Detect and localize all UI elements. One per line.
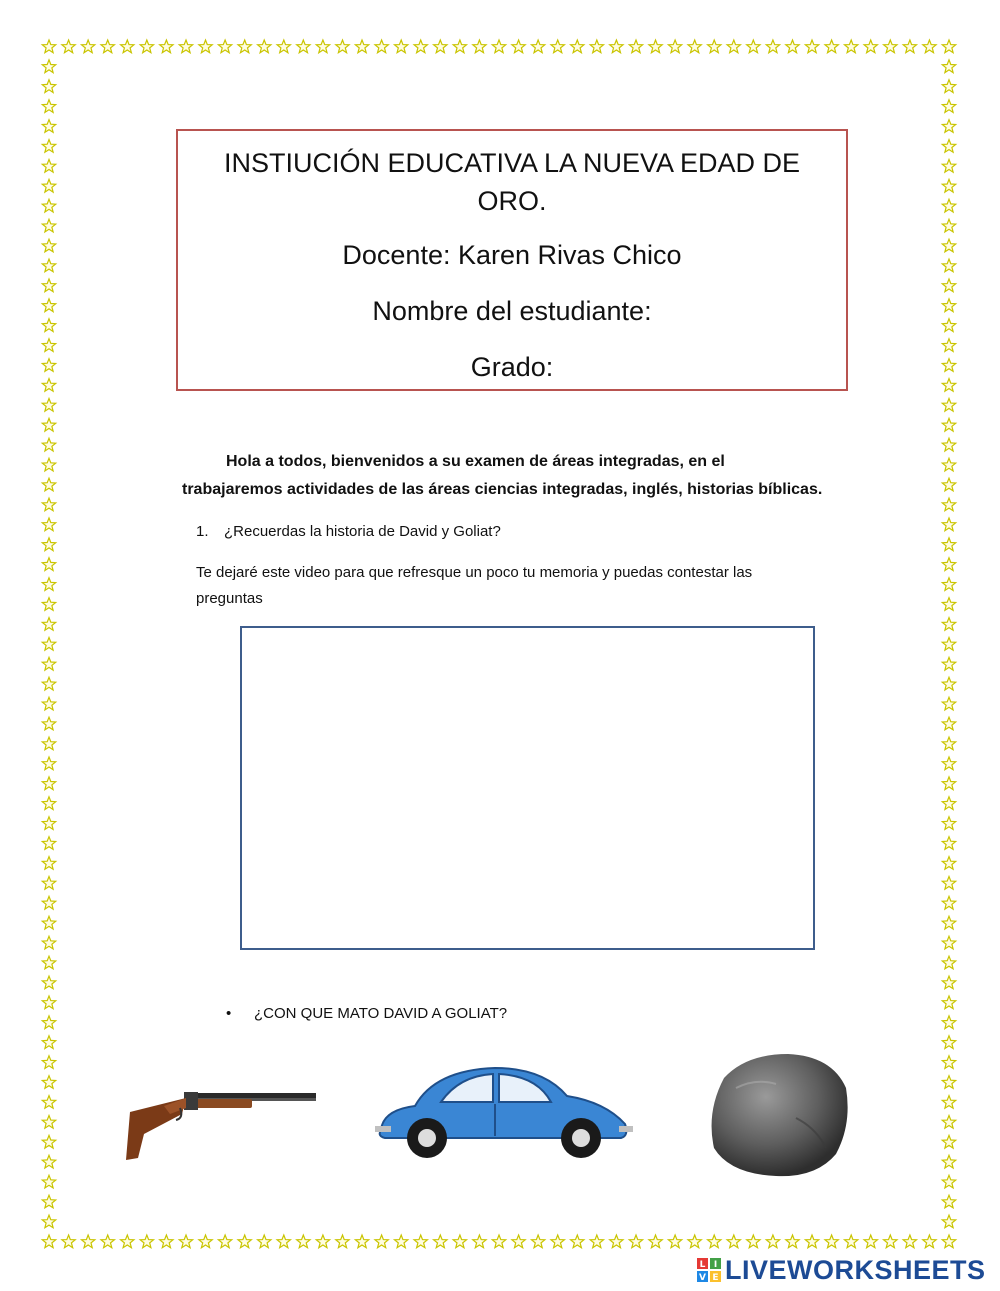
border-star [258, 40, 271, 53]
border-star [864, 40, 877, 53]
intro-line1: Hola a todos, bienvenidos a su examen de áreas integradas, en el [226, 453, 725, 470]
border-star [82, 1235, 95, 1248]
border-star [551, 40, 564, 53]
border-star [42, 259, 55, 272]
border-star [942, 80, 955, 93]
border-star [942, 319, 955, 332]
border-star [942, 498, 955, 511]
border-star [942, 677, 955, 690]
border-star [942, 777, 955, 790]
border-star [473, 1235, 486, 1248]
border-star [42, 657, 55, 670]
liveworksheets-logo [697, 1254, 986, 1286]
border-star [101, 40, 114, 53]
question-2-text: ¿CON QUE MATO DAVID A GOLIAT? [254, 1005, 508, 1022]
border-star [82, 40, 95, 53]
border-star [42, 1016, 55, 1029]
border-star [845, 1235, 858, 1248]
border-star [942, 239, 955, 252]
border-star [42, 936, 55, 949]
border-star [942, 817, 955, 830]
border-star [277, 1235, 290, 1248]
border-star [942, 638, 955, 651]
border-star [355, 1235, 368, 1248]
border-star [942, 1175, 955, 1188]
border-star [942, 518, 955, 531]
border-star [42, 418, 55, 431]
border-star [101, 1235, 114, 1248]
border-star [942, 558, 955, 571]
border-star [825, 1235, 838, 1248]
border-star [942, 120, 955, 133]
shotgun-icon [124, 1084, 318, 1164]
border-star [179, 1235, 192, 1248]
border-star [42, 538, 55, 551]
border-star [42, 797, 55, 810]
border-star [942, 1135, 955, 1148]
border-star [42, 40, 55, 53]
border-star [42, 717, 55, 730]
border-star [62, 1235, 75, 1248]
border-star [395, 1235, 408, 1248]
border-star [942, 797, 955, 810]
border-star [942, 578, 955, 591]
border-star [453, 1235, 466, 1248]
border-star [42, 877, 55, 890]
border-star [942, 259, 955, 272]
grade-label: Grado: [470, 352, 554, 382]
border-star [864, 1235, 877, 1248]
border-star [42, 558, 55, 571]
liveworksheets-badge-icon [697, 1258, 721, 1282]
border-star [336, 1235, 349, 1248]
border-star [42, 80, 55, 93]
border-star [942, 160, 955, 173]
border-star [434, 1235, 447, 1248]
border-star [942, 996, 955, 1009]
border-star [316, 40, 329, 53]
border-star [786, 1235, 799, 1248]
border-star [786, 40, 799, 53]
border-star [747, 1235, 760, 1248]
border-star [688, 1235, 701, 1248]
border-star [845, 40, 858, 53]
video-note-line1: Te dejaré este video para que refresque un poco tu memoria y puedas contestar las [196, 564, 753, 581]
border-star [42, 857, 55, 870]
border-star [884, 1235, 897, 1248]
border-star [42, 399, 55, 412]
border-star [42, 1155, 55, 1168]
border-star [160, 1235, 173, 1248]
border-star [942, 199, 955, 212]
option-shotgun[interactable] [124, 1084, 318, 1164]
border-star [825, 40, 838, 53]
border-star [355, 40, 368, 53]
border-star [375, 40, 388, 53]
video-note-line2: preguntas [196, 590, 263, 607]
border-star [923, 1235, 936, 1248]
border-star [42, 1215, 55, 1228]
border-star [140, 40, 153, 53]
border-star [42, 319, 55, 332]
border-star [42, 777, 55, 790]
border-star [942, 100, 955, 113]
border-star [942, 538, 955, 551]
border-star [42, 219, 55, 232]
border-star [42, 100, 55, 113]
border-star [805, 40, 818, 53]
border-star [668, 40, 681, 53]
border-star [942, 916, 955, 929]
border-star [62, 40, 75, 53]
border-star [121, 1235, 134, 1248]
border-star [590, 1235, 603, 1248]
border-star [942, 219, 955, 232]
border-star [42, 817, 55, 830]
border-star [532, 40, 545, 53]
border-star [903, 40, 916, 53]
border-star [512, 40, 525, 53]
border-star [571, 1235, 584, 1248]
border-star [42, 1235, 55, 1248]
border-star [571, 40, 584, 53]
border-star [473, 40, 486, 53]
border-star [42, 299, 55, 312]
border-star [453, 40, 466, 53]
border-star [942, 1036, 955, 1049]
border-star [414, 1235, 427, 1248]
border-star [238, 1235, 251, 1248]
border-star [942, 896, 955, 909]
border-star [42, 618, 55, 631]
student-name-label: Nombre del estudiante: [372, 296, 652, 326]
border-star [42, 737, 55, 750]
border-star [179, 40, 192, 53]
border-star [942, 877, 955, 890]
border-star [942, 339, 955, 352]
border-star [42, 1036, 55, 1049]
border-star [42, 518, 55, 531]
border-star [42, 677, 55, 690]
border-star [42, 339, 55, 352]
border-star [727, 1235, 740, 1248]
border-star [942, 618, 955, 631]
border-star [688, 40, 701, 53]
border-star [42, 498, 55, 511]
border-star [942, 1056, 955, 1069]
border-star [258, 1235, 271, 1248]
border-star [42, 598, 55, 611]
border-star [942, 140, 955, 153]
border-star [42, 1076, 55, 1089]
border-star [42, 199, 55, 212]
border-star [942, 478, 955, 491]
intro-line2: trabajaremos actividades de las áreas ciencias integradas, inglés, historias bíblicas. [182, 481, 823, 498]
border-star [942, 936, 955, 949]
border-star [610, 40, 623, 53]
rock-icon [706, 1048, 852, 1180]
border-star [42, 697, 55, 710]
border-star [727, 40, 740, 53]
teacher-label: Docente: Karen Rivas Chico [342, 240, 682, 270]
border-star [942, 857, 955, 870]
border-star [805, 1235, 818, 1248]
border-star [42, 478, 55, 491]
question-2 [226, 1002, 507, 1026]
border-star [942, 458, 955, 471]
border-star [42, 239, 55, 252]
border-star [42, 896, 55, 909]
border-star [42, 160, 55, 173]
border-star [942, 279, 955, 292]
border-star [492, 40, 505, 53]
border-star [942, 1235, 955, 1248]
border-star [629, 40, 642, 53]
border-star [708, 40, 721, 53]
video-note [196, 560, 836, 612]
header-box [176, 129, 848, 391]
border-star [942, 956, 955, 969]
border-star [375, 1235, 388, 1248]
border-star [395, 40, 408, 53]
border-star [942, 598, 955, 611]
border-star [42, 1116, 55, 1129]
border-star [766, 1235, 779, 1248]
border-star [942, 837, 955, 850]
border-star [492, 1235, 505, 1248]
liveworksheets-text: LIVEWORKSHEETS [725, 1254, 986, 1285]
border-star [942, 737, 955, 750]
border-star [942, 418, 955, 431]
border-star [942, 1076, 955, 1089]
border-star [316, 1235, 329, 1248]
border-star [42, 279, 55, 292]
border-star [649, 1235, 662, 1248]
car-icon [375, 1062, 633, 1162]
border-star [629, 1235, 642, 1248]
border-star [42, 120, 55, 133]
border-star [942, 399, 955, 412]
border-star [512, 1235, 525, 1248]
question-1-text: ¿Recuerdas la historia de David y Goliat? [224, 523, 501, 540]
border-star [160, 40, 173, 53]
border-star [942, 1016, 955, 1029]
border-star [766, 40, 779, 53]
border-star [42, 638, 55, 651]
border-star [42, 837, 55, 850]
border-star [42, 956, 55, 969]
question-1-number: 1. [196, 523, 209, 540]
border-star [42, 1056, 55, 1069]
option-car[interactable] [375, 1062, 633, 1162]
border-star [610, 1235, 623, 1248]
badge-letter-3: V [699, 1273, 706, 1282]
border-star [42, 438, 55, 451]
border-star [42, 1135, 55, 1148]
border-star [277, 40, 290, 53]
border-star [218, 1235, 231, 1248]
border-star [218, 40, 231, 53]
border-star [199, 40, 212, 53]
border-star [42, 359, 55, 372]
question-1 [196, 520, 501, 544]
school-name-line1: INSTIUCIÓN EDUCATIVA LA NUEVA EDAD DE [223, 148, 801, 178]
border-star [297, 1235, 310, 1248]
border-star [942, 1116, 955, 1129]
border-star [42, 916, 55, 929]
border-star [42, 976, 55, 989]
border-star [42, 179, 55, 192]
border-star [238, 40, 251, 53]
border-star [590, 40, 603, 53]
border-star [199, 1235, 212, 1248]
border-star [942, 438, 955, 451]
border-star [708, 1235, 721, 1248]
badge-letter-1: L [699, 1260, 706, 1270]
border-star [42, 757, 55, 770]
border-star [42, 996, 55, 1009]
border-star [42, 140, 55, 153]
option-rock[interactable] [706, 1048, 852, 1180]
border-star [42, 60, 55, 73]
border-star [414, 40, 427, 53]
border-star [942, 40, 955, 53]
border-star [942, 299, 955, 312]
border-star [923, 40, 936, 53]
border-star [42, 458, 55, 471]
border-star [42, 1175, 55, 1188]
border-star [140, 1235, 153, 1248]
border-star [532, 1235, 545, 1248]
bullet-icon: • [226, 1005, 232, 1022]
badge-letter-2: I [713, 1260, 718, 1270]
border-star [649, 40, 662, 53]
border-star [942, 657, 955, 670]
border-star [942, 1195, 955, 1208]
border-star [942, 757, 955, 770]
school-name-line2: ORO. [477, 186, 547, 216]
border-star [942, 359, 955, 372]
border-star [942, 697, 955, 710]
border-star [942, 1096, 955, 1109]
border-star [434, 40, 447, 53]
border-star [551, 1235, 564, 1248]
border-star [942, 1155, 955, 1168]
border-star [42, 379, 55, 392]
border-star [942, 976, 955, 989]
video-embed-box[interactable] [240, 626, 815, 950]
border-star [121, 40, 134, 53]
badge-letter-4: E [712, 1273, 719, 1282]
border-star [942, 717, 955, 730]
border-star [42, 1096, 55, 1109]
border-star [668, 1235, 681, 1248]
border-star [942, 379, 955, 392]
border-star [297, 40, 310, 53]
border-star [884, 40, 897, 53]
border-star [903, 1235, 916, 1248]
border-star [336, 40, 349, 53]
border-star [747, 40, 760, 53]
border-star [942, 1215, 955, 1228]
border-star [942, 60, 955, 73]
border-star [942, 179, 955, 192]
border-star [42, 578, 55, 591]
border-star [42, 1195, 55, 1208]
